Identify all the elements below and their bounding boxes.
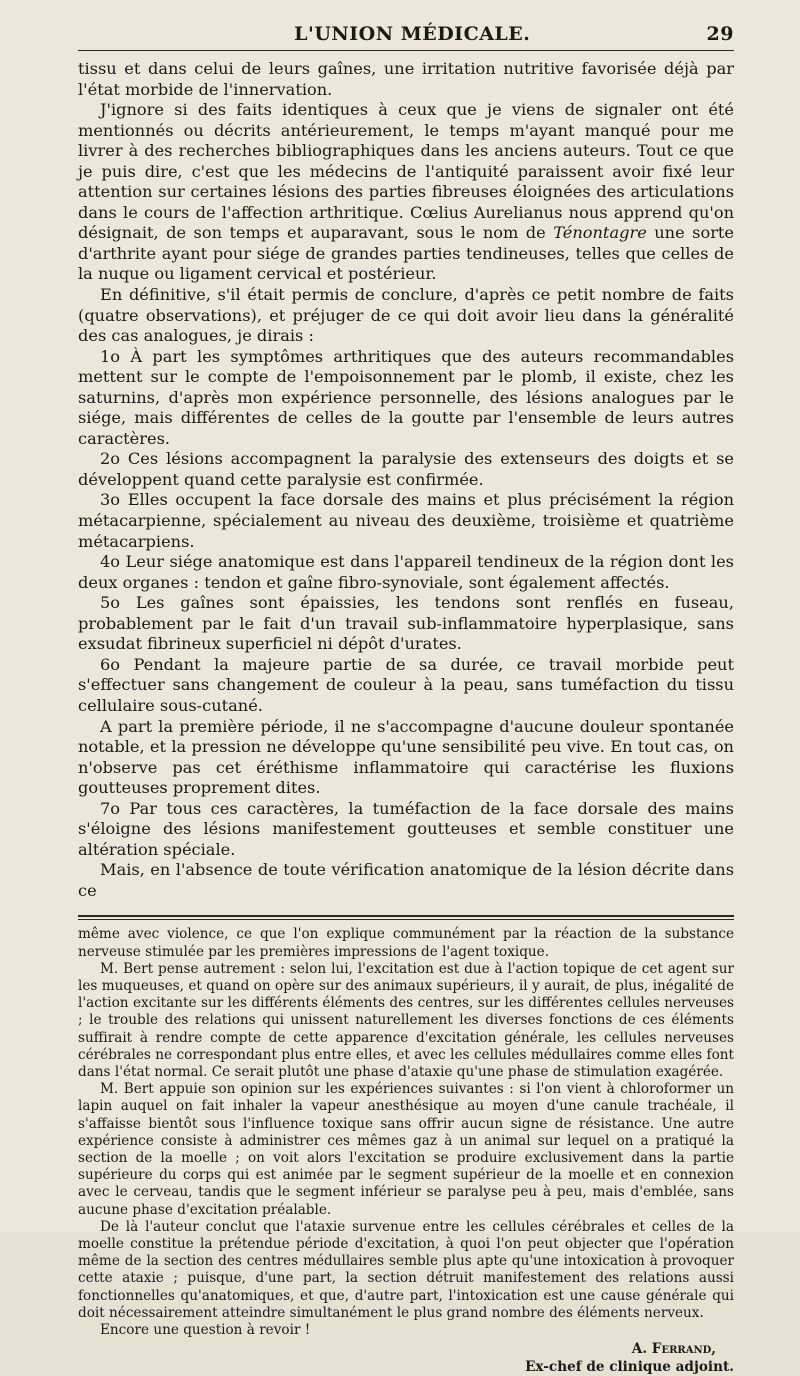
footnote-paragraph: M. Bert pense autrement : selon lui, l'excitation est due à l'action topique de cet agent sur les muqueuses, et quand on opère sur des animaux supérieurs, il y aurait, de plus, inégalité de l'action excitante sur les différents éléments des centres, sur les différentes cellules nerveuses ; le trouble des relations qui unissent naturellement les diverses fonctions de ces éléments suffirait à rendre compte de cette apparence d'excitation générale, les cellules nerveuses cérébrales ne correspondant plus entre elles, et avec les cellules médullaires comme elles font dans l'état normal. Ce serait plutôt une phase d'ataxie qu'une phase de stimulation exagérée. — [78, 960, 734, 1081]
numbered-paragraph: 2o Ces lésions accompagnent la paralysie des extenseurs des doigts et se développent quand cette paralysie est confirmée. — [78, 449, 734, 489]
footnote-paragraph: M. Bert appuie son opinion sur les expériences suivantes : si l'on vient à chloroformer un lapin auquel on fait inhaler la vapeur anesthésique au moyen d'une canule trachéale, il s'affaisse bientôt sous l'influence toxique sans offrir aucun signe de résistance. Une autre expérience consiste à administrer ces mêmes gaz à un animal sur lequel on a pratiqué la section de la moelle ; on voit alors l'excitation se produire exclusivement dans la partie supérieure du corps qui est animée par le segment supérieur de la moelle et en connexion avec le cerveau, tandis que le segment inférieur se paralyse peu à peu, mais d'emblée, sans aucune phase d'excitation préalable. — [78, 1081, 734, 1218]
italic-term: Ténontagre — [553, 223, 647, 243]
double-rule-divider — [78, 915, 734, 920]
main-text — [78, 59, 734, 901]
page-number: 29 — [706, 23, 734, 45]
running-header — [78, 16, 734, 51]
paragraph: tissu et dans celui de leurs gaînes, une irritation nutritive favorisée déjà par l'état morbide de l'innervation. — [78, 59, 734, 99]
paragraph: A part la première période, il ne s'accompagne d'aucune douleur spontanée notable, et la pression ne développe qu'une sensibilité peu vive. En tout cas, on n'observe pas cet éréthisme inflammatoire qui caractérise les fluxions goutteuses proprement dites. — [78, 716, 734, 798]
footnote-section — [78, 926, 734, 1339]
numbered-paragraph: 7o Par tous ces caractères, la tuméfaction de la face dorsale des mains s'éloigne des lésions manifestement goutteuses et semble constituer une altération spéciale. — [78, 798, 734, 859]
numbered-paragraph: 6o Pendant la majeure partie de sa durée, ce travail morbide peut s'effectuer sans changement de couleur à la peau, sans tuméfaction du tissu cellulaire sous-cutané. — [78, 654, 734, 715]
numbered-paragraph: 1o À part les symptômes arthritiques que des auteurs recommandables mettent sur le compte de l'empoisonnement par le plomb, il existe, chez les saturnins, d'après mon expérience personnelle, des lésions analogues par le siége, mais différentes de celles de la goutte par l'ensemble de leurs autres caractères. — [78, 346, 734, 448]
paragraph-text: J'ignore si des faits identiques à ceux que je viens de signaler ont été mentionnés ou décrits antérieurement, le temps m'ayant manqué pour me livrer à des recherches bibliographiques dans les anciens auteurs. Tout ce que je puis dire, c'est que les médecins de l'antiquité paraissent avoir fixé leur attention sur certaines lésions des parties fibreuses éloignées des articulations dans le cours de l'affection arthritique. Cœlius Aurelianus nous apprend qu'on désignait, de son temps et auparavant, sous le nom de — [78, 100, 734, 243]
paragraph: Mais, en l'absence de toute vérification anatomique de la lésion décrite dans ce — [78, 860, 734, 900]
numbered-paragraph: 5o Les gaînes sont épaissies, les tendons sont renflés en fuseau, probablement par le fait d'un travail sub-inflammatoire hyperplasique, sans exsudat fibrineux superficiel ni dépôt d'urates. — [78, 593, 734, 654]
footnote-paragraph: Encore une question à revoir ! — [100, 1322, 311, 1339]
author-role: Ex-chef de clinique adjoint. — [525, 1358, 734, 1375]
paragraph: En définitive, s'il était permis de conclure, d'après ce petit nombre de faits (quatre observations), et préjuger de ce qui doit avoir lieu dans la généralité des cas analogues, je dirais : — [78, 285, 734, 346]
numbered-paragraph: 3o Elles occupent la face dorsale des mains et plus précisément la région métacarpienne, spécialement au niveau des deuxième, troisième et quatrième métacarpiens. — [78, 490, 734, 551]
signature-block — [78, 1341, 734, 1376]
paragraph-text: une sorte d'arthrite ayant pour siége de grandes parties tendineuses, telles que celles de la nuque ou ligament cervical et postérieur. — [78, 223, 735, 284]
footnote-paragraph: même avec violence, ce que l'on explique communément par la réaction de la substance nerveuse stimulée par les premières impressions de l'agent toxique. — [78, 926, 734, 960]
author-name: A. Ferrand, — [631, 1341, 716, 1358]
footnote-paragraph: De là l'auteur conclut que l'ataxie survenue entre les cellules cérébrales et celles de la moelle constitue la prétendue période d'excitation, à quoi l'on peut objecter que l'opération même de la section des centres médullaires semble plus apte qu'une intoxication à provoquer cette ataxie ; puisque, d'une part, la section détruit manifestement des relations aussi fonctionnelles qu'anatomiques, et que, d'autre part, l'intoxication est une cause générale qui doit nécessairement atteindre simultanément le plus grand nombre des éléments nerveux. — [78, 1218, 734, 1321]
paragraph — [78, 100, 734, 285]
numbered-paragraph: 4o Leur siége anatomique est dans l'appareil tendineux de la région dont les deux organes : tendon et gaîne fibro-synoviale, sont également affectés. — [78, 552, 734, 592]
journal-title: L'UNION MÉDICALE. — [294, 23, 531, 45]
